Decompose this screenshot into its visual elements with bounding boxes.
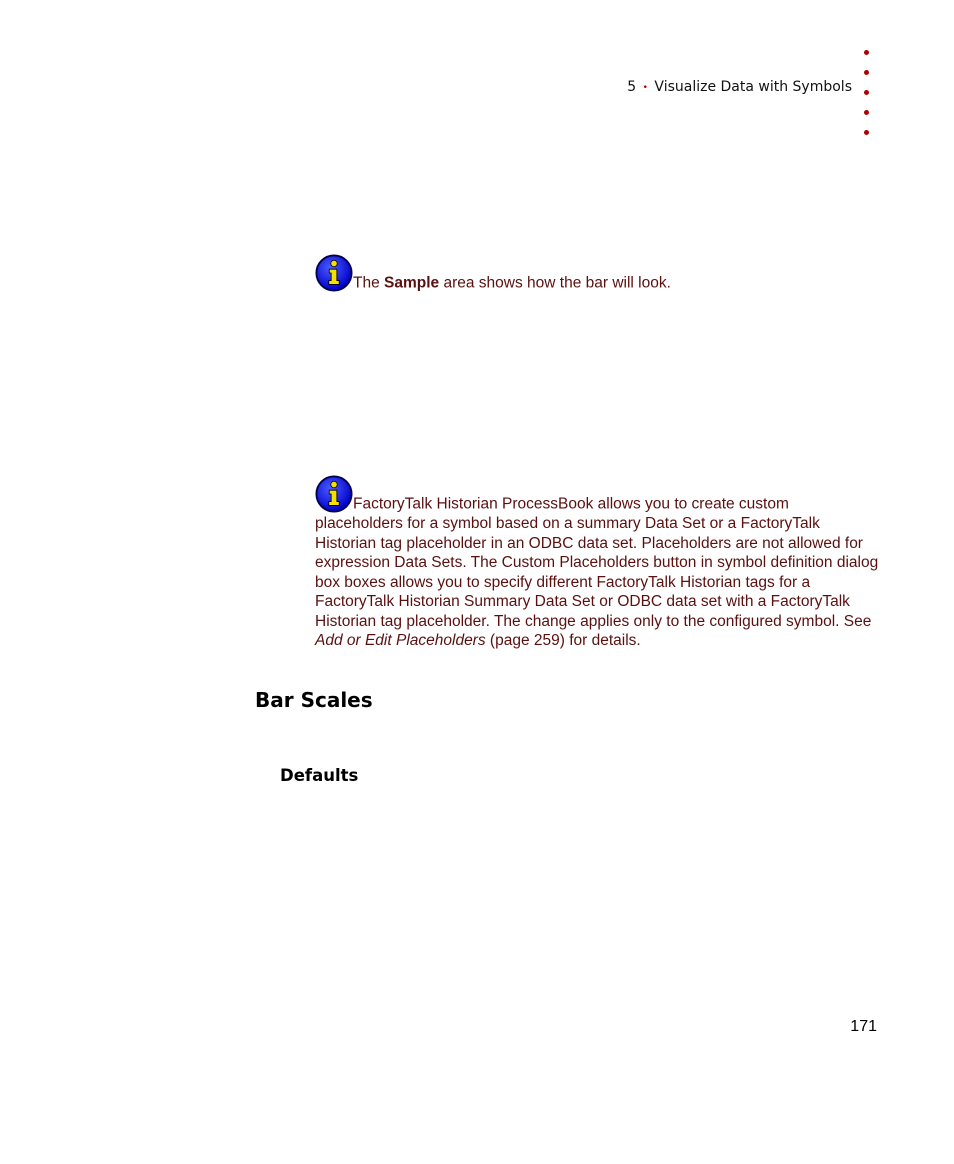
margin-dot: [864, 110, 869, 115]
info-note-sample: [315, 254, 880, 293]
margin-dot: [864, 70, 869, 75]
chapter-title: Visualize Data with Symbols: [654, 79, 852, 95]
header-separator: •: [642, 83, 648, 93]
note-emphasis: Sample: [384, 274, 440, 292]
note-text: area shows how the bar will look.: [439, 274, 671, 292]
subsection-heading: Defaults: [280, 766, 359, 785]
note-text: (page 259) for details.: [485, 632, 641, 649]
chapter-number: 5: [627, 79, 637, 95]
margin-dot: [864, 50, 869, 55]
section-heading: Bar Scales: [255, 688, 373, 712]
margin-dot: [864, 130, 869, 135]
info-note-placeholders: [315, 475, 880, 651]
info-icon: [315, 475, 353, 513]
running-header: [627, 79, 852, 95]
page-number: 171: [850, 1018, 877, 1035]
note-text: FactoryTalk Historian ProcessBook allows you to create custom placeholders for a symbol based on a summary Data Set or a FactoryTalk Historian tag placeholder in an ODBC data set. Placeholders are not allowed for expression Data Sets. The Custom Placeholders button in symbol definition dialog box boxes allows you to specify different FactoryTalk Historian tags for a FactoryTalk Historian Summary Data Set or ODBC data set with a FactoryTalk Historian tag placeholder. The change applies only to the configured symbol. See: [315, 495, 879, 630]
cross-reference-link[interactable]: Add or Edit Placeholders: [315, 632, 486, 649]
margin-decoration: [864, 50, 874, 150]
info-icon: [315, 254, 353, 292]
margin-dot: [864, 90, 869, 95]
note-text: The: [353, 274, 385, 292]
